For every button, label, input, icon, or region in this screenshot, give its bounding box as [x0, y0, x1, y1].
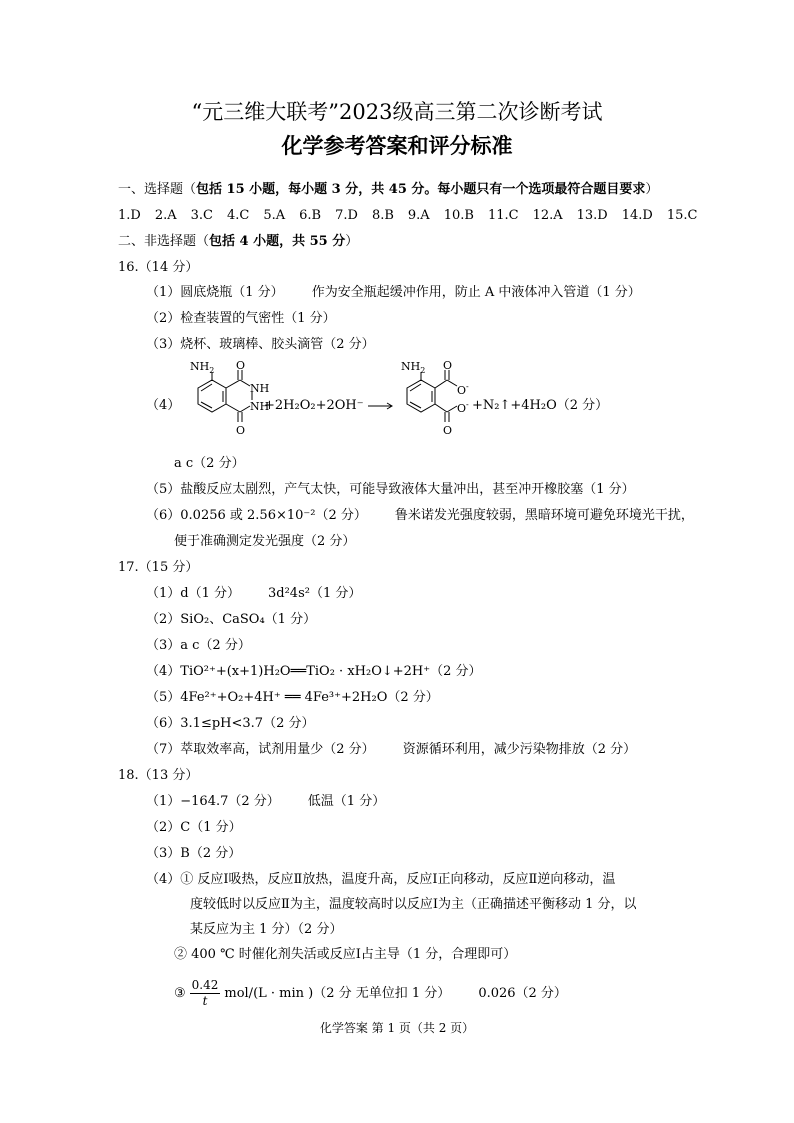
q18-item3-marker: ③	[174, 986, 186, 1001]
luminol-nh-top: NH	[250, 382, 270, 395]
q16-heading: 16.（14 分）	[118, 260, 199, 275]
mc-answer: 1.D	[118, 208, 141, 223]
mc-answer: 10.B	[443, 208, 474, 223]
q16-part6-c: 便于准确测定发光强度（2 分）	[174, 534, 356, 549]
q16-part1	[146, 284, 641, 302]
section1-label: 一、选择题（	[118, 182, 197, 197]
q16-part1-b: 作为安全瓶起缓冲作用，防止 A 中液体冲入管道（1 分）	[311, 285, 641, 300]
reaction-arrow-icon	[366, 400, 396, 412]
q18-part4-line1: （4）① 反应Ⅰ吸热，反应Ⅱ放热，温度升高，反应Ⅰ正向移动，反应Ⅱ逆向移动，温	[146, 872, 616, 887]
luminol-o-bottom: O	[236, 424, 246, 437]
q16-part3: （3）烧杯、玻璃棒、胶头滴管（2 分）	[146, 337, 375, 352]
q18-part1-b: 低温（1 分）	[307, 794, 386, 809]
product-o-minus-bottom: O-	[457, 400, 469, 415]
mc-answer: 6.B	[299, 208, 322, 223]
q17-part1	[146, 585, 361, 603]
section1-close: ）	[645, 182, 659, 197]
q17-part1-a: （1）d（1 分）	[146, 586, 240, 601]
q16-part6-a: （6）0.0256 或 2.56×10⁻²（2 分）	[146, 508, 367, 523]
product-o-top: O	[443, 359, 453, 372]
section1-note: 包括 15 小题，每小题 3 分，共 45 分。每小题只有一个选项最符合题目要求	[196, 182, 646, 197]
section2-note: 包括 4 小题，共 55 分	[209, 234, 346, 249]
section2-label: 二、非选择题（	[118, 234, 210, 249]
q16-part1-a: （1）圆底烧瓶（1 分）	[146, 285, 284, 300]
mc-answer: 5.A	[263, 208, 286, 223]
q17-part6: （6）3.1≤pH<3.7（2 分）	[146, 716, 315, 731]
q18-part4-item3-b: 0.026（2 分）	[478, 986, 567, 1001]
q17-part2: （2）SiO₂、CaSO₄（1 分）	[146, 612, 317, 627]
rate-fraction	[190, 978, 221, 1009]
q17-part3: （3）a c（2 分）	[146, 638, 251, 653]
product-nh2-label: $NH_2$	[401, 360, 426, 375]
q18-part1-a: （1）−164.7（2 分）	[146, 794, 280, 809]
q17-part4: （4）TiO²⁺+(x+1)H₂O══TiO₂ · xH₂O↓+2H⁺（2 分）	[146, 664, 482, 679]
q17-part1-b: 3d²4s²（1 分）	[268, 586, 362, 601]
section2-close: ）	[345, 234, 359, 249]
rate-numerator: 0.42	[191, 978, 219, 992]
section2-heading	[118, 233, 358, 251]
exam-title: “元三维大联考”2023级高三第二次诊断考试	[191, 100, 603, 124]
mc-answer: 4.C	[226, 208, 250, 223]
q18-part3: （3）B（2 分）	[146, 846, 242, 861]
q18-part4-line3: 某反应为主 1 分）（2 分）	[190, 922, 343, 937]
q18-part4-line2: 度较低时以反应Ⅱ为主，温度较高时以反应Ⅰ为主（正确描述平衡移动 1 分，以	[190, 897, 637, 912]
page-footer: 化学答案 第 1 页（共 2 页）	[319, 1021, 475, 1035]
q18-heading: 18.（13 分）	[118, 768, 199, 783]
q17-part7-b: 资源循环利用，减少污染物排放（2 分）	[402, 742, 637, 757]
luminol-nh2-label: $NH_2$	[190, 360, 215, 375]
mc-answer: 15.C	[666, 208, 698, 223]
mc-answer: 2.A	[154, 208, 177, 223]
q17-part7	[146, 741, 636, 759]
mc-answer: 14.D	[621, 208, 653, 223]
q17-part7-a: （7）萃取效率高，试剂用量少（2 分）	[146, 742, 375, 757]
q16-part6	[146, 507, 694, 525]
answer-key-title: 化学参考答案和评分标准	[281, 133, 513, 158]
mc-answer: 9.A	[407, 208, 430, 223]
q16-part6-b: 鲁米诺发光强度较弱，黑暗环境可避免环境光干扰，	[394, 508, 694, 523]
mc-answer: 11.C	[487, 208, 519, 223]
product-o-minus-top: O-	[457, 382, 469, 397]
mc-answer: 8.B	[371, 208, 394, 223]
rate-unit: mol/(L · min )（2 分 无单位扣 1 分）	[224, 986, 451, 1001]
q18-part4-item2: ② 400 ℃ 时催化剂失活或反应Ⅰ占主导（1 分，合理即可）	[174, 947, 517, 962]
product-o-bottom: O	[443, 424, 453, 437]
mc-answer: 13.D	[576, 208, 608, 223]
mc-answer-row	[118, 207, 711, 225]
rate-denominator: t	[202, 994, 208, 1008]
mc-answer: 7.D	[335, 208, 358, 223]
q18-part1	[146, 793, 385, 811]
q16-part5: （5）盐酸反应太剧烈，产气太快，可能导致液体大量冲出，甚至冲开橡胶塞（1 分）	[146, 482, 635, 497]
section1-heading	[118, 181, 658, 199]
q16-part4-products: +N₂↑+4H₂O（2 分）	[472, 398, 609, 413]
q16-part4-reagents: +2H₂O₂+2OH⁻	[264, 398, 364, 413]
luminol-nh-bottom: NH	[250, 400, 270, 413]
q16-part4-b: a c（2 分）	[174, 456, 245, 471]
q16-part4-label: （4）	[146, 398, 181, 413]
mc-answer: 12.A	[532, 208, 563, 223]
q18-part2: （2）C（1 分）	[146, 820, 242, 835]
q16-part2: （2）检查装置的气密性（1 分）	[146, 311, 336, 326]
q18-part4-item3	[174, 978, 567, 1009]
q17-heading: 17.（15 分）	[118, 560, 199, 575]
mc-answer: 3.C	[190, 208, 213, 223]
q17-part5: （5）4Fe²⁺+O₂+4H⁺ ══ 4Fe³⁺+2H₂O（2 分）	[146, 690, 439, 705]
luminol-o-top: O	[236, 359, 246, 372]
